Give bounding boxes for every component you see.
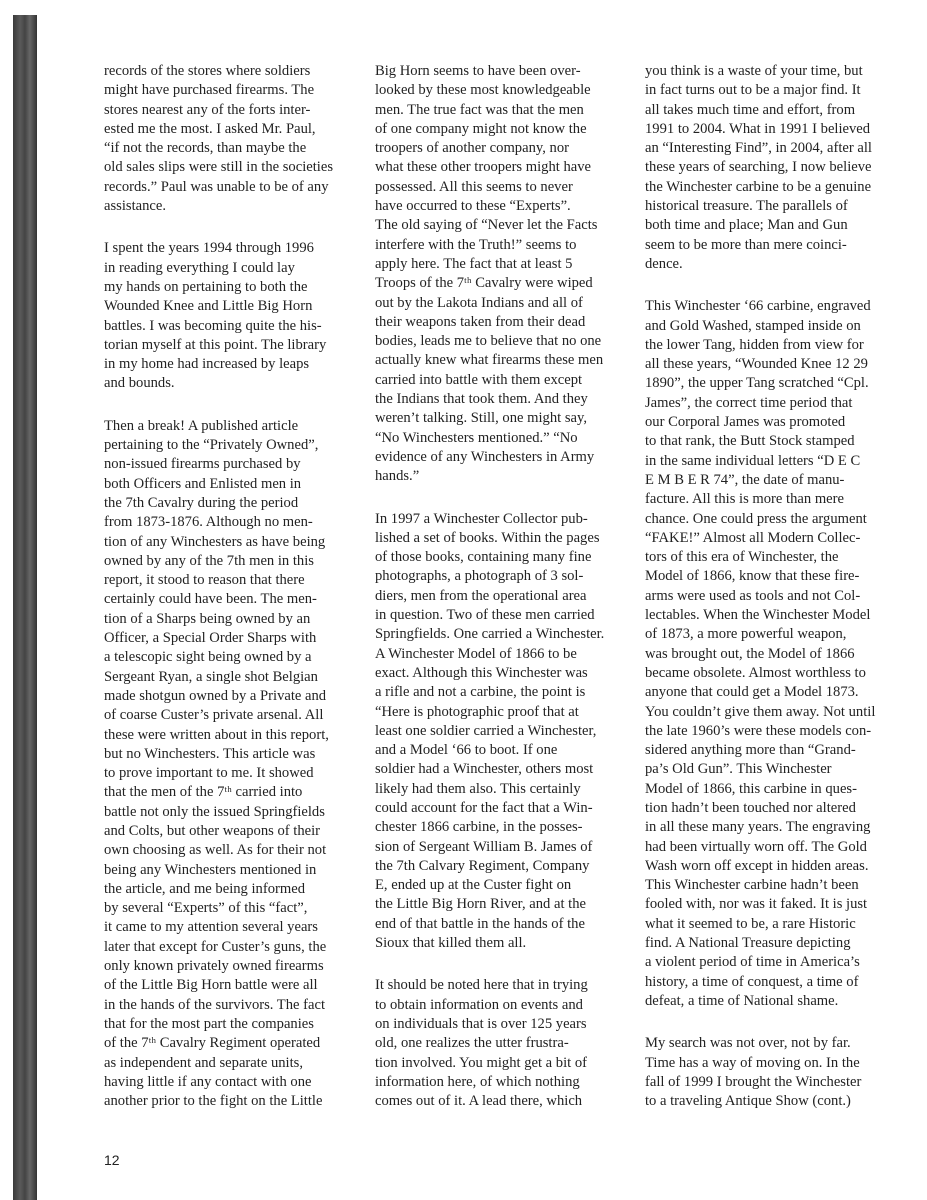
text-line: our Corporal James was promoted	[645, 414, 846, 431]
text-line: The old saying of “Never let the Facts	[375, 217, 598, 234]
text-line: men. The true fact was that the men	[375, 101, 584, 118]
text-line: Big Horn seems to have been over-	[375, 63, 581, 79]
text-line: assistance.	[104, 198, 167, 215]
text-line: interfere with the Truth!” seems to	[375, 236, 577, 253]
text-line: records of the stores where soldiers	[104, 63, 311, 79]
text-line: This Winchester carbine hadn’t been	[645, 877, 859, 894]
text-line: sion of Sergeant William B. James of	[375, 838, 593, 855]
text-line: both time and place; Man and Gun	[645, 217, 848, 234]
text-line: what it seemed to be, a rare Historic	[645, 915, 856, 932]
text-line: diers, men from the operational area	[375, 587, 587, 604]
text-line: fall of 1999 I brought the Winchester	[645, 1073, 862, 1090]
text-line: and Gold Washed, stamped inside on	[645, 317, 861, 334]
text-line: history, a time of conquest, a time of	[645, 973, 859, 990]
text-line: A Winchester Model of 1866 to be	[375, 645, 577, 662]
text-line: My search was not over, not by far.	[645, 1035, 851, 1052]
text-line: to a traveling Antique Show (cont.)	[645, 1093, 851, 1110]
text-line: a telescopic sight being owned by a	[104, 649, 312, 666]
text-line: report, it stood to reason that there	[104, 572, 305, 589]
text-line: all takes much time and effort, from	[645, 101, 856, 118]
text-line: weren’t talking. Still, one might say,	[375, 410, 587, 427]
text-line: carried into battle with them except	[375, 371, 583, 388]
column-1	[104, 62, 369, 1134]
text-line: Then a break! A published article	[104, 417, 299, 434]
text-line: what these other troopers might have	[375, 159, 592, 176]
text-line: to that rank, the Butt Stock stamped	[645, 433, 855, 450]
scan-binding-edge	[13, 15, 37, 1200]
text-line: Time has a way of moving on. In the	[645, 1054, 860, 1071]
text-line: Troops of the 7ᵗʰ Cavalry were wiped	[375, 275, 593, 292]
text-line: the Little Big Horn River, and at the	[375, 896, 586, 913]
text-line: all these years, “Wounded Knee 12 29	[645, 356, 868, 373]
text-line: In 1997 a Winchester Collector pub-	[375, 510, 588, 527]
text-line: in my home had increased by leaps	[104, 356, 310, 373]
text-line: tion of any Winchesters as have being	[104, 533, 326, 550]
text-line: and bounds.	[104, 375, 175, 392]
text-line: E, ended up at the Custer fight on	[375, 877, 572, 894]
paragraph	[645, 297, 910, 1011]
text-line: the 7th Calvary Regiment, Company	[375, 857, 590, 874]
text-line: certainly could have been. The men-	[104, 591, 317, 608]
text-line: in all these many years. The engraving	[645, 819, 871, 836]
text-line: Springfields. One carried a Winchester.	[375, 626, 605, 643]
text-line: It should be noted here that in trying	[375, 977, 588, 994]
text-line: that for the most part the companies	[104, 1015, 314, 1032]
text-line: defeat, a time of National shame.	[645, 992, 839, 1009]
text-line: being any Winchesters mentioned in	[104, 861, 317, 878]
text-line: Wounded Knee and Little Big Horn	[104, 298, 313, 315]
paragraph	[104, 62, 369, 216]
text-line: hands.”	[375, 468, 420, 485]
text-line: sidered anything more than “Grand-	[645, 742, 856, 759]
text-line: from 1873-1876. Although no men-	[104, 514, 313, 531]
text-line: by several “Experts” of this “fact”,	[104, 900, 308, 917]
text-line: of coarse Custer’s private arsenal. All	[104, 707, 324, 724]
text-line: looked by these most knowledgeable	[375, 82, 591, 99]
paragraph	[375, 62, 640, 487]
text-line: the lower Tang, hidden from view for	[645, 336, 864, 353]
text-line: on individuals that is over 125 years	[375, 1015, 587, 1032]
text-line: soldier had a Winchester, others most	[375, 761, 594, 778]
text-line: another prior to the fight on the Little	[104, 1093, 323, 1110]
text-line: information here, of which nothing	[375, 1073, 580, 1090]
text-line: having little if any contact with one	[104, 1073, 312, 1090]
text-line: end of that battle in the hands of the	[375, 915, 585, 932]
text-line: 1991 to 2004. What in 1991 I believed	[645, 120, 871, 137]
text-line: these years of searching, I now believe	[645, 159, 872, 176]
text-line: in fact turns out to be a major find. It	[645, 82, 861, 99]
text-line: bodies, leads me to believe that no one	[375, 333, 602, 350]
text-line: but no Winchesters. This article was	[104, 745, 316, 762]
text-line: of the Little Big Horn battle were all	[104, 977, 318, 994]
text-line: only known privately owned firearms	[104, 958, 324, 975]
column-3	[645, 62, 910, 1134]
text-line: owned by any of the 7th men in this	[104, 552, 314, 569]
text-line: own choosing as well. As for their not	[104, 842, 327, 859]
text-line: to obtain information on events and	[375, 996, 583, 1013]
paragraph	[645, 62, 910, 274]
text-line: fooled with, nor was it faked. It is just	[645, 896, 868, 913]
text-line: and Colts, but other weapons of their	[104, 822, 321, 839]
text-line: of one company might not know the	[375, 120, 587, 137]
text-line: actually knew what firearms these men	[375, 352, 604, 369]
text-line: of 1873, a more powerful weapon,	[645, 626, 847, 643]
text-line: to prove important to me. It showed	[104, 765, 314, 782]
text-line: troopers of another company, nor	[375, 140, 569, 157]
text-line: pa’s Old Gun”. This Winchester	[645, 761, 832, 778]
text-line: E M B E R 74”, the date of manu-	[645, 471, 845, 488]
text-line: find. A National Treasure depicting	[645, 935, 851, 952]
text-line: lectables. When the Winchester Model	[645, 607, 871, 624]
column-2	[375, 62, 640, 1134]
text-line: dence.	[645, 255, 683, 272]
text-line: Model of 1866, this carbine in ques-	[645, 780, 857, 797]
text-line: the article, and me being informed	[104, 880, 305, 897]
text-line: likely had them also. This certainly	[375, 780, 581, 797]
text-line: evidence of any Winchesters in Army	[375, 448, 595, 465]
text-line: my hands on pertaining to both the	[104, 278, 308, 295]
text-line: tion of a Sharps being owned by an	[104, 610, 311, 627]
text-line: the late 1960’s were these models con-	[645, 722, 872, 739]
text-line: historical treasure. The parallels of	[645, 198, 848, 215]
text-line: out by the Lakota Indians and all of	[375, 294, 583, 311]
text-line: old sales slips were still in the societies	[104, 159, 334, 176]
text-line: 1890”, the upper Tang scratched “Cpl.	[645, 375, 869, 392]
text-line: lished a set of books. Within the pages	[375, 529, 600, 546]
text-line: the Indians that took them. And they	[375, 391, 588, 408]
text-line: tion hadn’t been touched nor altered	[645, 799, 856, 816]
text-line: chance. One could press the argument	[645, 510, 867, 527]
text-line: became obsolete. Almost worthless to	[645, 664, 866, 681]
text-line: in the same individual letters “D E C	[645, 452, 861, 469]
text-line: might have purchased firearms. The	[104, 82, 315, 99]
text-line: these were written about in this report,	[104, 726, 329, 743]
text-line: chester 1866 carbine, in the posses-	[375, 819, 583, 836]
paragraph	[104, 239, 369, 393]
text-line: that the men of the 7ᵗʰ carried into	[104, 784, 303, 801]
text-line: both Officers and Enlisted men in	[104, 475, 302, 492]
text-line: Model of 1866, know that these fire-	[645, 568, 860, 585]
text-line: of those books, containing many fine	[375, 549, 592, 566]
text-line: as independent and separate units,	[104, 1054, 303, 1071]
text-line: Sioux that killed them all.	[375, 935, 527, 952]
text-line: “No Winchesters mentioned.” “No	[375, 429, 578, 446]
text-line: Sergeant Ryan, a single shot Belgian	[104, 668, 318, 685]
text-line: torian myself at this point. The library	[104, 336, 327, 353]
text-line: the Winchester carbine to be a genuine	[645, 178, 872, 195]
paragraph	[375, 976, 640, 1111]
text-line: James”, the correct time period that	[645, 394, 853, 411]
text-line: it came to my attention several years	[104, 919, 318, 936]
paragraph	[104, 417, 369, 1112]
text-line: pertaining to the “Privately Owned”,	[104, 437, 319, 454]
paragraph	[645, 1034, 910, 1111]
text-line: tors of this era of Winchester, the	[645, 549, 839, 566]
text-line: This Winchester ‘66 carbine, engraved	[645, 298, 871, 315]
text-line: an “Interesting Find”, in 2004, after all	[645, 140, 872, 157]
text-line: apply here. The fact that at least 5	[375, 255, 573, 272]
text-line: Wash worn off except in hidden areas.	[645, 857, 869, 874]
text-line: battles. I was becoming quite the his-	[104, 317, 322, 334]
text-line: in the hands of the survivors. The fact	[104, 996, 326, 1013]
text-line: of the 7ᵗʰ Cavalry Regiment operated	[104, 1035, 321, 1052]
text-line: you think is a waste of your time, but	[645, 63, 863, 79]
text-line: I spent the years 1994 through 1996	[104, 240, 314, 257]
text-line: in reading everything I could lay	[104, 259, 295, 276]
text-line: arms were used as tools and not Col-	[645, 587, 861, 604]
text-line: in question. Two of these men carried	[375, 607, 595, 624]
text-line: least one soldier carried a Winchester,	[375, 722, 597, 739]
page-number: 12	[104, 1152, 120, 1168]
text-line: battle not only the issued Springfields	[104, 803, 325, 820]
text-line: old, one realizes the utter frustra-	[375, 1035, 569, 1052]
text-line: the 7th Cavalry during the period	[104, 494, 299, 511]
text-line: You couldn’t give them away. Not until	[645, 703, 876, 720]
text-line: records.” Paul was unable to be of any	[104, 178, 329, 195]
text-line: ested me the most. I asked Mr. Paul,	[104, 120, 316, 137]
text-line: stores nearest any of the forts inter-	[104, 101, 311, 118]
text-line: and a Model ‘66 to boot. If one	[375, 742, 558, 759]
text-line: “Here is photographic proof that at	[375, 703, 579, 720]
text-line: could account for the fact that a Win-	[375, 799, 593, 816]
text-line: was brought out, the Model of 1866	[645, 645, 855, 662]
text-line: “if not the records, than maybe the	[104, 140, 307, 157]
text-line: comes out of it. A lead there, which	[375, 1093, 583, 1110]
text-line: anyone that could get a Model 1873.	[645, 684, 859, 701]
text-line: Officer, a Special Order Sharps with	[104, 630, 317, 647]
text-line: made shotgun owned by a Private and	[104, 687, 327, 704]
text-line: have occurred to these “Experts”.	[375, 198, 571, 215]
text-line: a rifle and not a carbine, the point is	[375, 684, 586, 701]
text-line: tion involved. You might get a bit of	[375, 1054, 588, 1071]
text-line: their weapons taken from their dead	[375, 313, 586, 330]
text-line: possessed. All this seems to never	[375, 178, 573, 195]
text-line: exact. Although this Winchester was	[375, 664, 588, 681]
text-line: photographs, a photograph of 3 sol-	[375, 568, 584, 585]
text-line: had been virtually worn off. The Gold	[645, 838, 867, 855]
text-line: non-issued firearms purchased by	[104, 456, 301, 473]
paragraph	[375, 510, 640, 954]
text-line: a violent period of time in America’s	[645, 954, 860, 971]
text-line: later that except for Custer’s guns, the	[104, 938, 327, 955]
text-line: “FAKE!” Almost all Modern Collec-	[645, 529, 861, 546]
text-line: seem to be more than mere coinci-	[645, 236, 847, 253]
text-line: facture. All this is more than mere	[645, 491, 844, 508]
